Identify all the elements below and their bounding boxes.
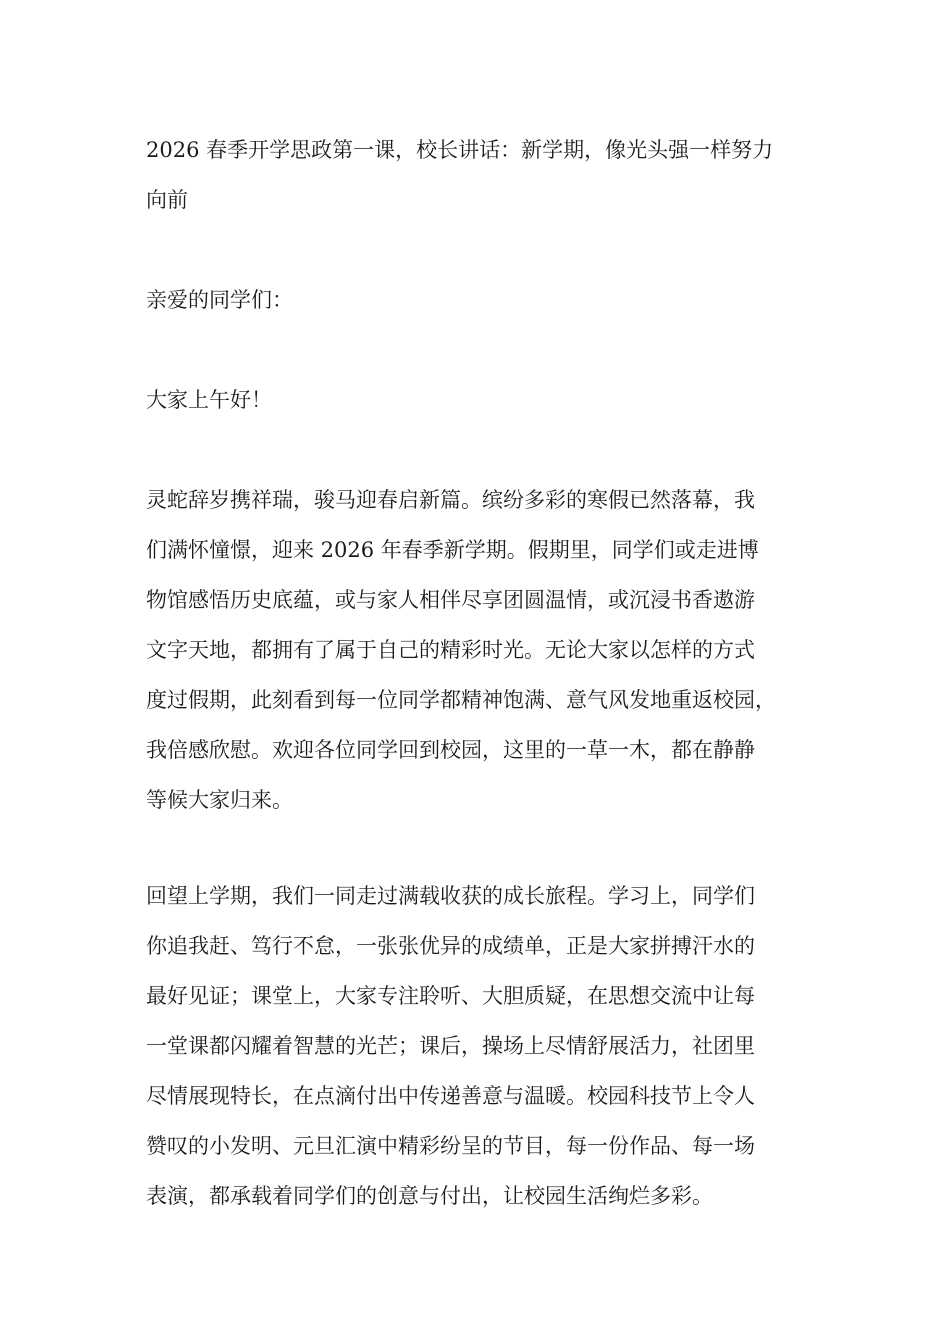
salutation-text: 亲爱的同学们： bbox=[146, 288, 293, 312]
paragraph-line: 你追我赶、笃行不怠，一张张优异的成绩单，正是大家拼搏汗水的 bbox=[146, 934, 755, 958]
paragraph-line: 回望上学期，我们一同走过满载收获的成长旅程。学习上，同学们 bbox=[146, 884, 755, 908]
paragraph-line: 物馆感悟历史底蕴，或与家人相伴尽享团圆温情，或沉浸书香遨游 bbox=[146, 588, 755, 612]
paragraph-line: 等候大家归来。 bbox=[146, 788, 293, 812]
title-line: 向前 bbox=[146, 188, 188, 212]
paragraph-line: 一堂课都闪耀着智慧的光芒；课后，操场上尽情舒展活力，社团里 bbox=[146, 1034, 755, 1058]
paragraph-line: 最好见证；课堂上，大家专注聆听、大胆质疑，在思想交流中让每 bbox=[146, 984, 755, 1008]
paragraph-line: 尽情展现特长，在点滴付出中传递善意与温暖。校园科技节上令人 bbox=[146, 1084, 755, 1108]
title-line: 2026 春季开学思政第一课，校长讲话：新学期，像光头强一样努力 bbox=[146, 138, 774, 162]
paragraph-line: 赞叹的小发明、元旦汇演中精彩纷呈的节目，每一份作品、每一场 bbox=[146, 1134, 755, 1158]
paragraph-1 bbox=[146, 475, 826, 825]
greeting-text: 大家上午好！ bbox=[146, 388, 272, 412]
paragraph-line: 文字天地，都拥有了属于自己的精彩时光。无论大家以怎样的方式 bbox=[146, 638, 755, 662]
paragraph-line: 灵蛇辞岁携祥瑞，骏马迎春启新篇。缤纷多彩的寒假已然落幕，我 bbox=[146, 488, 755, 512]
document-title bbox=[146, 125, 826, 225]
paragraph-2 bbox=[146, 871, 826, 1221]
paragraph-line: 们满怀憧憬，迎来 2026 年春季新学期。假期里，同学们或走进博 bbox=[146, 538, 759, 562]
paragraph-line: 表演，都承载着同学们的创意与付出，让校园生活绚烂多彩。 bbox=[146, 1184, 713, 1208]
paragraph-line: 我倍感欣慰。欢迎各位同学回到校园，这里的一草一木，都在静静 bbox=[146, 738, 755, 762]
salutation bbox=[146, 275, 826, 325]
greeting bbox=[146, 375, 826, 425]
paragraph-line: 度过假期，此刻看到每一位同学都精神饱满、意气风发地重返校园， bbox=[146, 688, 776, 712]
